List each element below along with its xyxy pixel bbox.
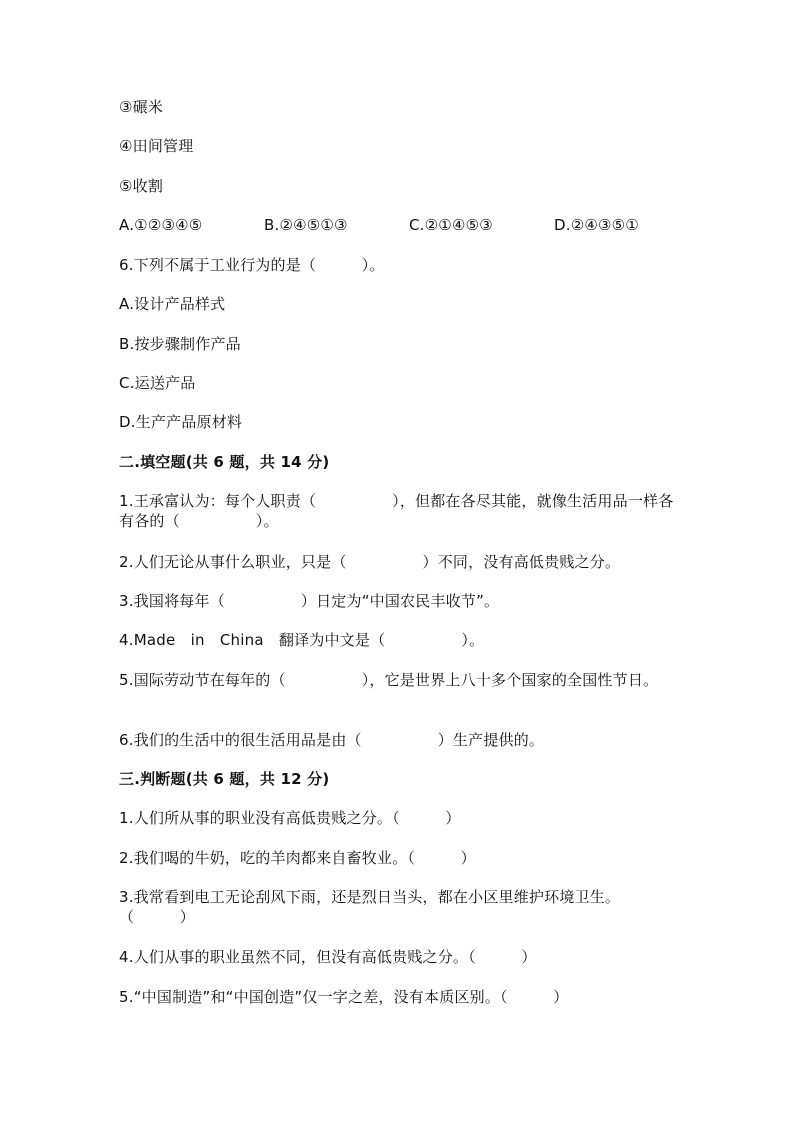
question-item: 6.我们的生活中的很生活用品是由（ ）生产提供的。 bbox=[119, 731, 545, 749]
option-c: C.运送产品 bbox=[119, 374, 196, 392]
step-item: ⑤收割 bbox=[119, 177, 164, 195]
step-item: ③碾米 bbox=[119, 98, 164, 116]
option-a: A.①②③④⑤ bbox=[119, 216, 203, 234]
question-item: 5.国际劳动节在每年的（ ），它是世界上八十多个国家的全国性节日。 bbox=[119, 671, 659, 689]
step-item: ④田间管理 bbox=[119, 137, 194, 155]
question-item: 5.“中国制造”和“中国创造”仅一字之差，没有本质区别。（ ） bbox=[119, 988, 569, 1006]
option-b: B.②④⑤①③ bbox=[264, 216, 348, 234]
question-item: 4.人们从事的职业虽然不同，但没有高低贵贱之分。（ ） bbox=[119, 948, 537, 966]
question-stem: 6.下列不属于工业行为的是（ ）。 bbox=[119, 256, 385, 274]
option-b: B.按步骤制作产品 bbox=[119, 335, 241, 353]
question-item: 1.王承富认为：每个人职责（ ），但都在各尽其能，就像生活用品一样各有各的（ ）。 bbox=[119, 492, 674, 530]
question-item: 4.Made in China 翻译为中文是（ ）。 bbox=[119, 631, 485, 649]
option-c: C.②①④⑤③ bbox=[409, 216, 493, 234]
option-d: D.②④③⑤① bbox=[554, 216, 639, 234]
q5-options bbox=[119, 215, 699, 235]
section-title: 三.判断题(共 6 题，共 12 分) bbox=[119, 770, 330, 788]
question-item: 2.我们喝的牛奶，吃的羊肉都来自畜牧业。（ ） bbox=[119, 849, 476, 867]
question-item: 2.人们无论从事什么职业，只是（ ）不同，没有高低贵贱之分。 bbox=[119, 553, 621, 571]
option-d: D.生产产品原材料 bbox=[119, 413, 243, 431]
section-title: 二.填空题(共 6 题，共 14 分) bbox=[119, 453, 330, 471]
question-item: 3.我常看到电工无论刮风下雨，还是烈日当头，都在小区里维护环境卫生。（ ） bbox=[119, 888, 621, 926]
question-item: 1.人们所从事的职业没有高低贵贱之分。（ ） bbox=[119, 809, 461, 827]
option-a: A.设计产品样式 bbox=[119, 295, 226, 313]
question-item: 3.我国将每年（ ）日定为“中国农民丰收节”。 bbox=[119, 592, 500, 610]
